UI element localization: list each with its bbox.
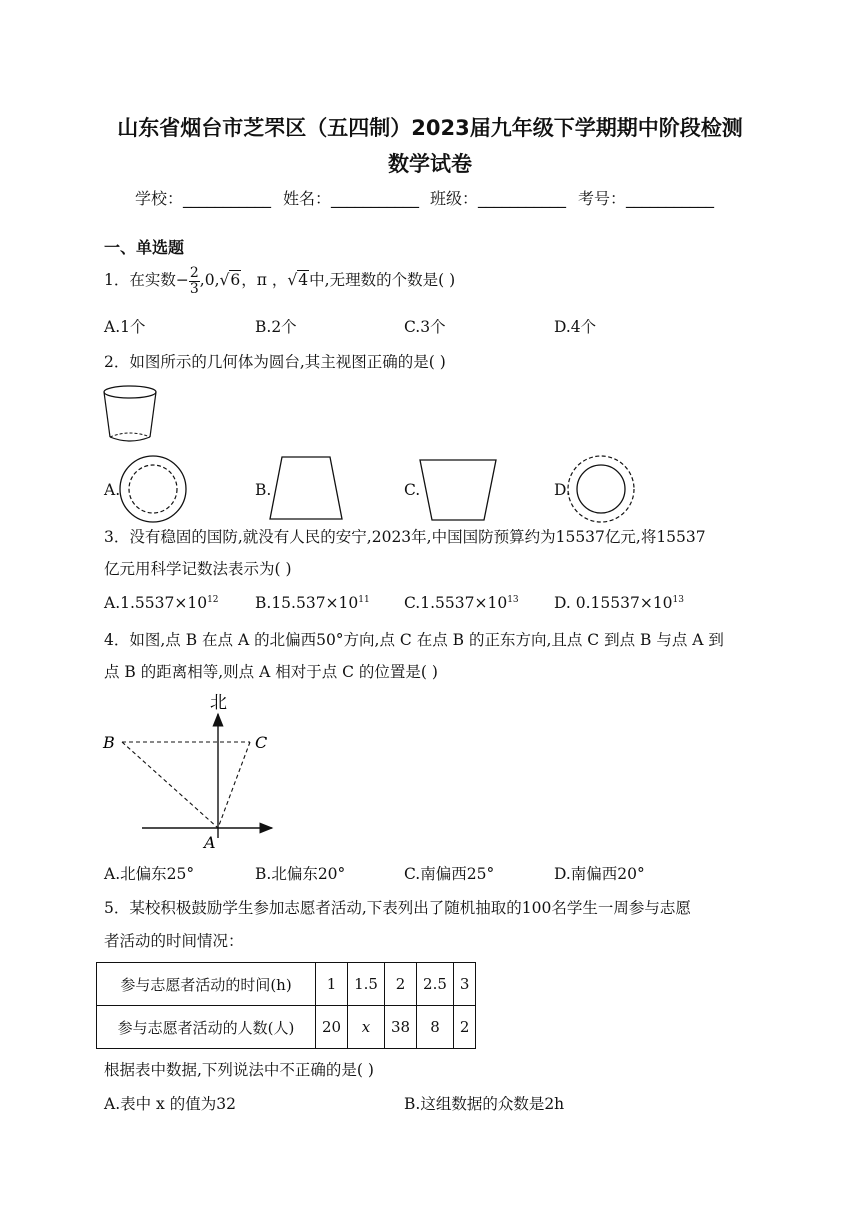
q2-option-d-figure [565,455,637,527]
frustum-figure [100,382,164,448]
q3-option-c: $C.1.5537\times 10^{13}$ [404,594,519,612]
volunteer-table [96,962,476,1049]
q5-option-b: B.这组数据的众数是2h [404,1095,565,1113]
name-field: 姓名：___________ [283,189,420,208]
q4-option-b: B.北偏东20° [255,865,346,883]
q1-option-d: D.4个 [554,318,597,336]
q5-option-a: A.表中 x 的值为32 [104,1095,236,1113]
school-field: 学校：___________ [135,189,272,208]
q1-option-c: C.3个 [404,318,446,336]
table-cell: 38 [384,1006,416,1049]
table-cell: 2 [453,1006,476,1049]
q4-option-d: D.南偏西20° [554,865,645,883]
q2-option-c-label: C. [404,481,421,499]
table-cell: 2 [384,963,416,1006]
question-1-stem: 1．在实数− $\frac{2}{3}$ ,0,√6，π ，√4中,无理数的个数是( ) [104,264,456,297]
exam-number-field: 考号：___________ [578,189,715,208]
q1-option-b: B.2个 [255,318,297,336]
question-3-line2: 亿元用科学记数法表示为( ) [104,560,292,578]
paper-title-line2: 数学试卷 [388,152,472,176]
q1-option-a: A.1个 [104,318,146,336]
point-c-label: C [255,733,268,752]
table-cell: 3 [453,963,476,1006]
table-cell: 20 [316,1006,348,1049]
q3-option-b: $B.15.537\times 10^{11}$ [255,594,370,612]
q2-option-b-label: B. [255,481,272,499]
q2-option-b-figure [268,455,344,521]
table-row [97,963,476,1006]
table-cell: x [348,1006,385,1049]
q4-option-a: A.北偏东25° [104,865,195,883]
q2-option-a-figure [117,455,189,527]
direction-diagram [100,688,290,854]
paper-title-line1: 山东省烟台市芝罘区（五四制）2023届九年级下学期期中阶段检测 [117,116,743,140]
q2-option-d-label: D. [554,481,571,499]
q2-option-c-figure [418,458,498,522]
table-cell: 1 [316,963,348,1006]
table-header-cell: 参与志愿者活动的人数(人) [97,1006,316,1049]
question-4-line1: 4．如图,点 B 在点 A 的北偏西50°方向,点 C 在点 B 的正东方向,且点 C 到点 B 与点 A 到 [104,631,724,649]
segment-ca [218,742,250,828]
table-header-cell: 参与志愿者活动的时间(h) [97,963,316,1006]
table-cell: 1.5 [348,963,385,1006]
question-5-line2: 者活动的时间情况： [104,932,244,950]
q3-option-a: $A.1.5537\times 10^{12}$ [104,594,219,612]
q2-option-a-label: A. [104,481,121,499]
table-cell: 8 [417,1006,454,1049]
table-row [97,1006,476,1049]
point-b-label: B [103,733,115,752]
question-5-line1: 5．某校积极鼓励学生参加志愿者活动,下表列出了随机抽取的100名学生一周参与志愿 [104,899,691,917]
question-2-stem: 2．如图所示的几何体为圆台,其主视图正确的是( ) [104,353,446,371]
fraction: $\frac{2}{3}$ [189,264,199,297]
q3-option-d: D. $0.15537\times 10^{13}$ [554,594,684,612]
question-4-line2: 点 B 的距离相等,则点 A 相对于点 C 的位置是( ) [104,663,438,681]
point-a-label: A [204,833,216,852]
class-field: 班级：___________ [430,189,567,208]
section-heading: 一、单选题 [104,238,185,257]
question-5-prompt: 根据表中数据,下列说法中不正确的是( ) [104,1061,374,1079]
question-3-line1: 3．没有稳固的国防,就没有人民的安宁,2023年,中国国防预算约为15537亿元,将15537 [104,528,706,546]
q4-option-c: C.南偏西25° [404,865,495,883]
table-cell: 2.5 [417,963,454,1006]
north-label: 北 [210,693,227,713]
segment-ba [122,742,218,828]
